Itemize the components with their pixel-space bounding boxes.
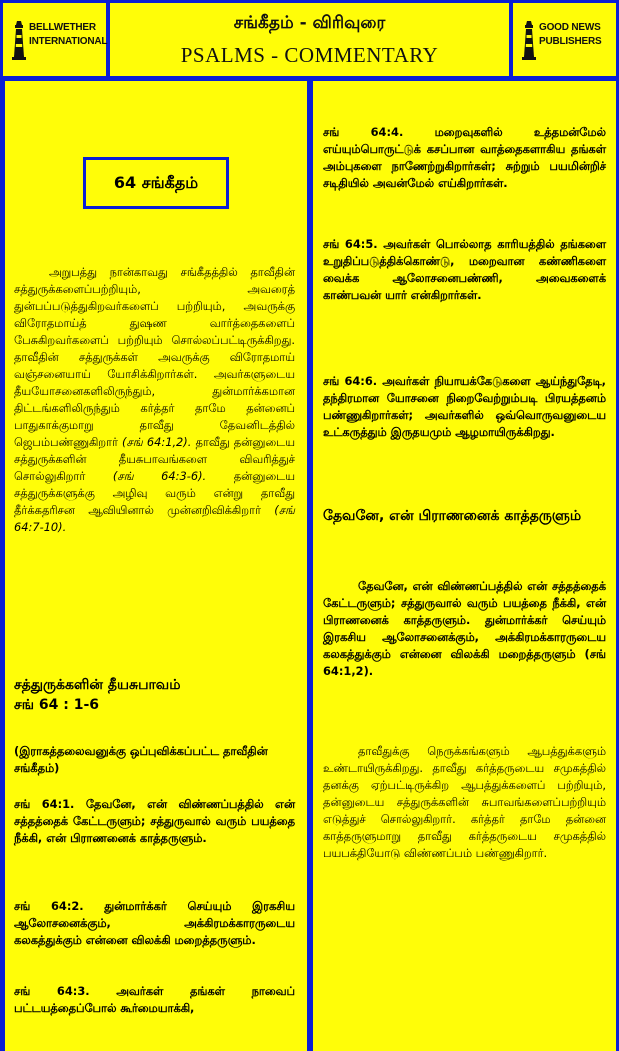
lighthouse-icon [11,19,27,61]
good-news-logo [513,3,616,76]
commentary-paragraph-2: தாவீதுக்கு நெருக்கங்களும் ஆபத்துக்களும் உண்டாயிருக்கிறது. தாவீது கர்த்தருடைய சமுகத்தில் தனக்கு ஏற்பட்டிருக்கிற ஆபத்துக்களைப் பற்றியும், தன்னுடைய சத்துருக்களின் சுபாவங்களைப்பற்றியும் எடுத்துச் சொல்லுகிறார். கர்த்தர் தாமே தன்னை காத்தருளுமாறு தாவீது கர்த்தருடைய சமுகத்தில் பயபக்தியோடு விண்ணப்பம் பண்ணுகிறார். [323,744,606,860]
left-column [5,81,307,1051]
verse-64-2: சங் 64:2. துன்மார்க்கர் செய்யும் இரகசிய ஆலோசனைக்கும், அக்கிரமக்காரருடைய கலகத்துக்கும் என்னை விலக்கி மறைத்தருளும். [14,899,295,947]
logo-name-line2: PUBLISHERS [539,36,602,47]
scripture-reference: (சங் 64:7-10). [14,503,295,534]
psalm-number-box: 64 சங்கீதம் [83,157,229,209]
lighthouse-icon [521,19,537,61]
commentary-paragraph-1: தேவனே, என் விண்ணப்பத்தில் என் சத்தத்தைக் கேட்டருளும்; சத்துருவால் வரும் பயத்தை நீக்கி, என் பிராணனைக் காத்தருளும். துன்மார்க்கர் செய்யும் இரகசிய ஆலோசனைக்கும், அக்கிரமக்காரருடைய கலகத்துக்கும் என்னை விலக்கி மறைத்தருளும் (சங் 64:1,2). [323,579,606,678]
logo-name-line1: GOOD NEWS [539,22,601,33]
intro-paragraph: அறுபத்து நான்காவது சங்கீதத்தில் தாவீதின் சத்துருக்களைப்பற்றியும், அவரைத் துன்பப்படுத்துகிறவர்களைப் பற்றியும், அவருக்கு விரோதமாய்த் துஷண வார்த்தைகளைப் பேசுகிறவர்களைப் பற்றியும் சொல்லப்பட்டிருக்கிறது. தாவீதின் சத்துருக்கள் அவருக்கு விரோதமாய் வஞ்சனையாய் யோசிக்கிறார்கள். அவர்களுடைய தீயயோசனைகளிலிருந்தும், துன்மார்க்கமான திட்டங்களிலிருந்தும் கர்த்தர் தாமே தன்னைப் பாதுகாக்குமாறு தாவீது தேவனிடத்தில் ஜெபம்பண்ணுகிறார் (சங் 64:1,2). தாவீது தன்னுடைய சத்துருக்களின் தீயசுபாவங்களை விவரித்துச் சொல்லுகிறார் (சங் 64:3-6). தன்னுடைய சத்துருக்களுக்கு அழிவு வரும் என்று தாவீது தீர்க்கதரிசன ஆவியினால் முன்னறிவிக்கிறார் (சங் 64:7-10). [14,265,296,534]
verse-64-1: சங் 64:1. தேவனே, என் விண்ணப்பத்தில் என் சத்தத்தைக் கேட்டருளும்; சத்துருவால் வரும் பயத்தை நீக்கி, என் பிராணனைக் காத்தருளும். [14,797,295,845]
verse-64-6: சங் 64:6. அவர்கள் நியாயக்கேடுகளை ஆய்ந்துதேடி, தந்திரமான யோசனை நிறைவேற்றும்படி பிரயத்தனம் பண்ணுகிறார்கள்; அவர்களில் ஒவ்வொருவனுடைய உட்கருத்தும் இருதயமும் ஆழமாயிருக்கிறது. [323,374,606,439]
title-tamil: சங்கீதம் - விரிவுரை [233,13,386,33]
bellwether-logo [3,3,106,76]
subheading: தேவனே, என் பிராணனைக் காத்தருளும் [323,508,582,524]
superscription: (இராகத்தலைவனுக்கு ஒப்புவிக்கப்பட்ட தாவீதின் சங்கீதம்) [14,744,268,775]
title-english: PSALMS - COMMENTARY [180,43,439,67]
section-heading: சத்துருக்களின் தீயசுபாவம் சங் 64 : 1-6 [14,677,181,713]
page-title [110,3,509,76]
verse-64-5: சங் 64:5. அவர்கள் பொல்லாத காரியத்தில் தங்களை உறுதிப்படுத்திக்கொண்டு, மறைவான கண்ணிகளை வைக்க ஆலோசனைபண்ணி, அவைகளைக் காண்பவன் யார் என்கிறார்கள். [323,237,606,302]
logo-name-line1: BELLWETHER [29,22,96,33]
scripture-reference: (சங் 64:1,2). [122,435,192,449]
verse-64-3: சங் 64:3. அவர்கள் தங்கள் நாவைப் பட்டயத்தைப்போல் கூர்மையாக்கி, [14,984,295,1015]
logo-name-line2: INTERNATIONAL [29,36,108,47]
scripture-reference: (சங் 64:3-6). [112,469,207,483]
verse-64-4: சங் 64:4. மறைவுகளில் உத்தமன்மேல் எய்யும்பொருட்டுக் கசப்பான வாத்தைகளாகிய தங்கள் அம்புகளை நாணேற்றுகிறார்கள்; சுற்றும் பயமின்றிச் சடிதியில் அவன்மேல் எய்கிறார்கள். [323,125,606,190]
right-column [313,81,616,1051]
